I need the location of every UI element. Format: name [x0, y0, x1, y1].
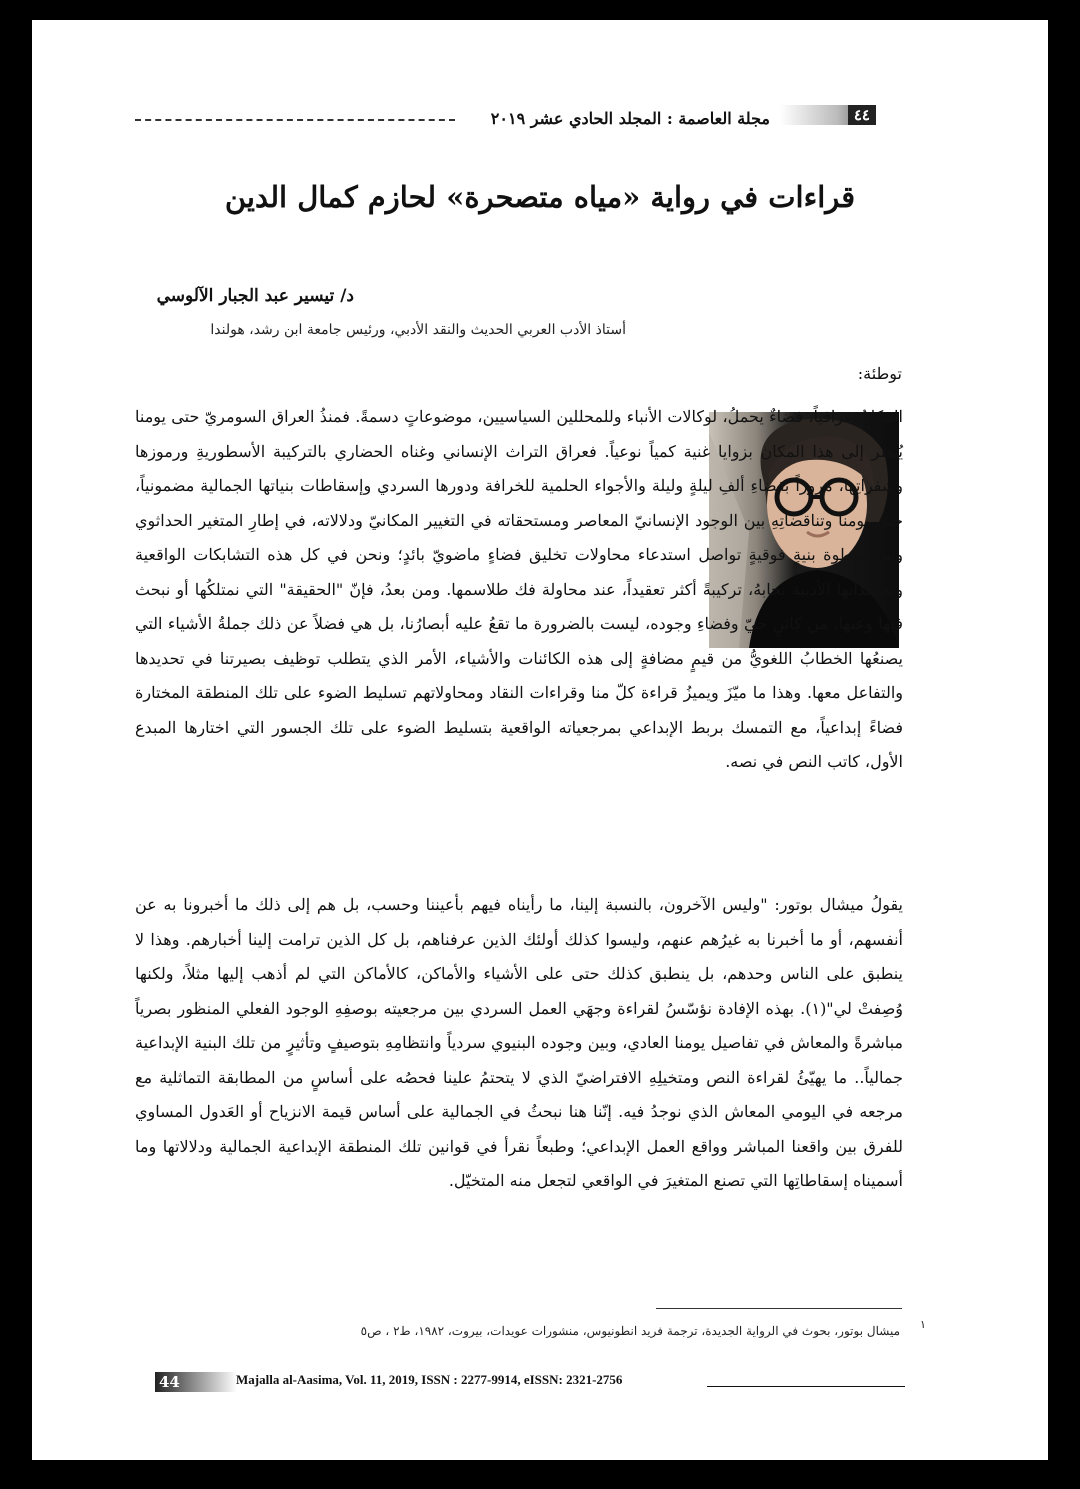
- footnote-marker: ١: [920, 1318, 926, 1331]
- footnote-text: ميشال بوتور، بحوث في الرواية الجديدة، ترجمة فريد انطونيوس، منشورات عويدات، بيروت، ١٩٨٢، ط٢ ، ص٥: [360, 1324, 900, 1338]
- header-page-tab: [780, 105, 876, 125]
- footer-citation: Majalla al-Aasima, Vol. 11, 2019, ISSN : 2277-9914, eISSN: 2321-2756: [236, 1372, 623, 1387]
- author-affiliation: أستاذ الأدب العربي الحديث والنقد الأدبي، ورئيس جامعة ابن رشد، هولندا: [210, 322, 626, 338]
- footer-page-tab: [155, 1372, 237, 1392]
- header-page-number: ٤٤: [848, 105, 876, 125]
- author-name: د/ تيسير عبد الجبار الآلوسي: [156, 286, 354, 306]
- journal-page: [32, 20, 1048, 1460]
- article-title: قراءات في رواية «مياه متصحرة» لحازم كمال الدين: [224, 180, 856, 214]
- section-heading: توطئة:: [857, 364, 902, 383]
- footer-rule: [707, 1386, 905, 1387]
- running-header-journal: مجلة العاصمة : المجلد الحادي عشر ٢٠١٩: [490, 109, 770, 128]
- body-paragraph: المكانُ عراقياً، فضاءٌ يحملُ، لوكالات الأنباء وللمحللين السياسيين، موضوعاتٍ دسمةً. فمنذُ العراق السومريّ حتى يومنا يُنظر إلى هذا المكان بزوايا غنية كمياً نوعياً. فعراق التراث الإنساني وغناه الحضاري بالتركيبة الأسطوريةِ ورموزها وشفراتِها، مروراً بفضاءِ ألفِ ليلةٍ وليلة والأجواء الحلمية للخرافة ودورها السردي وإسقاطات بنياتها الجمالية مضمونياً، حتى يومنا وتناقضاتِهِ بين الوجود الإنسانيّ المعاصر ومستحقاته في التغيير المكانيّ ودلالاته، في إطارِ المتغير الحداثوي وبين سطوة بنيةٍ فوقيةٍ تواصل استدعاء محاولات تخليق فضاءٍ ماضويّ بائدٍ؛ ونحن في كل هذه التشابكات الواقعية وتجسّداتها الأدبية نجابهُ، تركيبةً أكثر تعقيداً، عند محاولة فك طلاسمها. ومن بعدُ، فإنّ "الحقيقة" التي نمتلكُها أو نبحث فيها وعنها، من كائنٍ حيّ وفضاءِ وجوده، ليست بالضرورة ما تقعُ عليه أبصارُنا، بل هي فضلاً عن ذلك جملةُ الأشياء التي يصنعُها الخطابُ اللغويُّ من قيمٍ مضافةٍ إلى هذه الكائنات والأشياء، الأمر الذي يتطلب توظيف بصيرتنا في تحديدها والتفاعل معها. وهذا ما ميّزَ ويميزُ قراءة كلّ منا وقراءات النقاد ومحاولاتهم تسليط الضوء على تلك المنطقة المختارة فضاءً إبداعياً، مع التمسك بربط الإبداعي بمرجعياته الواقعية بتسليط الضوء على تلك الجسور التي اختارها المبدع الأول، كاتب النص في نصه.: [135, 407, 904, 771]
- header-dashed-rule: [135, 119, 455, 121]
- footnote-rule: [656, 1308, 902, 1309]
- footer-page-number: 44: [159, 1373, 180, 1391]
- body-paragraph: يقولُ ميشال بوتور: "وليس الآخرون، بالنسبة إلينا، ما رأيناه فيهم بأعيننا وحسب، بل هم إلى ذلك ما أخبرونا به عن أنفسهم، أو ما أخبرنا به غيرُهم عنهم، وليسوا كذلك أولئك الذين عرفناهم، بل كل الذين ترامت إلينا أخبارهم. وهذا لا ينطبق على الناس وحدهم، بل ينطبق كذلك حتى على الأشياء والأماكن، كالأماكن التي لم أذهب إليها مثلاً، ولكنها وُصِفتْ لي"(١). بهذه الإفادة نؤسّسُ لقراءة وجهَي العمل السردي بين مرجعيته بوصفِهِ الوجود الفعلي المنظور بصرياً مباشرةً والمعاش في تفاصيل يومنا العادي، وبين وجوده البنيوي سردياً وانتظامِهِ بتوصيفٍ وتأثيرٍ من تلك البنية الإبداعية جمالياً.. ما يهيّئُ لقراءة النص ومتخيلِهِ الافتراضيّ الذي لا يتحتمُ علينا فحصُه على أساسٍ من المطابقة التماثلية مع مرجعه في اليومي المعاش الذي نوجدُ فيه. إنّنا هنا نبحثُ في الجمالية على أساس قيمة الانزياح أو العَدول المساوي للفرق بين واقعنا المباشر وواقع العمل الإبداعي؛ وطبعاً نقرأ في قوانين تلك المنطقة الإبداعية الجمالية ودلالاتها وما أسميناه إسقاطاتِها التي تصنع المتغيرَ في الواقعي لتجعل منه المتخيّل.: [135, 895, 904, 1190]
